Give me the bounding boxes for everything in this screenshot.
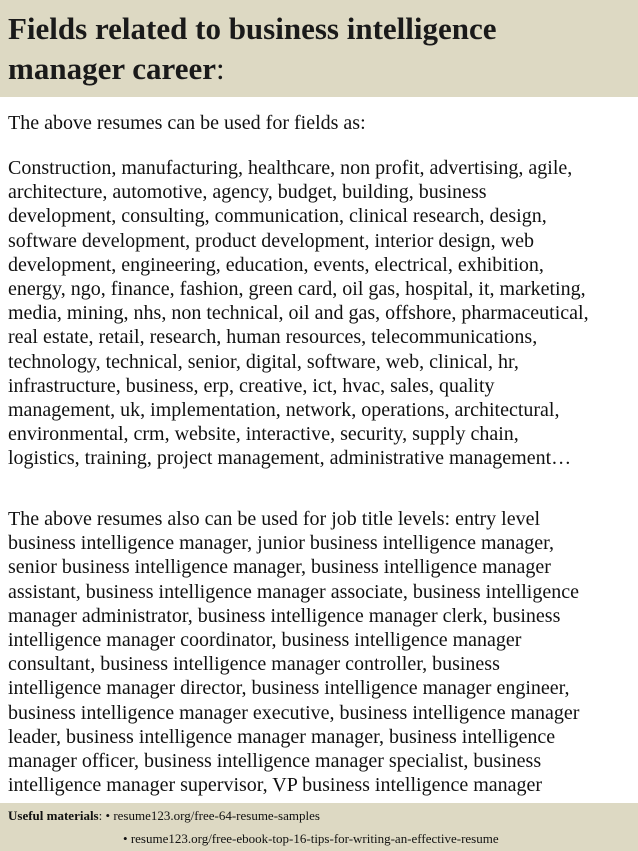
fields-line: real estate, retail, research, human resources, telecommunications,	[8, 326, 538, 349]
fields-line: media, mining, nhs, non technical, oil and gas, offshore, pharmaceutical,	[8, 302, 589, 325]
footer-bar	[0, 803, 638, 851]
fields-line: logistics, training, project management, administrative management…	[8, 447, 572, 470]
page-title	[8, 9, 497, 89]
resume-samples-link[interactable]: resume123.org/free-64-resume-samples	[113, 808, 320, 823]
bullet-icon: •	[123, 831, 128, 846]
label-colon: :	[98, 808, 103, 823]
fields-line: software development, product development, interior design, web	[8, 229, 534, 252]
fields-line: technology, technical, senior, digital, software, web, clinical, hr,	[8, 350, 519, 373]
levels-line: manager administrator, business intelligence manager clerk, business	[8, 604, 561, 627]
useful-materials-label: Useful materials	[8, 808, 99, 823]
title-colon: :	[216, 51, 225, 86]
fields-line: development, engineering, education, events, electrical, exhibition,	[8, 253, 544, 276]
fields-line: management, uk, implementation, network, operations, architectural,	[8, 399, 560, 422]
bullet-icon: •	[105, 808, 111, 823]
footer-row-1	[8, 807, 320, 825]
fields-line: development, consulting, communication, clinical research, design,	[8, 205, 547, 228]
intro-text: The above resumes can be used for fields as:	[8, 112, 366, 134]
fields-line: infrastructure, business, erp, creative, ict, hvac, sales, quality	[8, 374, 495, 397]
levels-line: intelligence manager director, business intelligence manager engineer,	[8, 677, 570, 700]
levels-line: business intelligence manager, junior business intelligence manager,	[8, 532, 555, 555]
fields-paragraph	[8, 156, 636, 471]
levels-line: manager officer, business intelligence manager specialist, business	[8, 750, 542, 773]
slide-header	[0, 0, 638, 97]
levels-line: intelligence manager supervisor, VP business intelligence manager	[8, 774, 543, 797]
fields-line: Construction, manufacturing, healthcare, non profit, advertising, agile,	[8, 157, 573, 179]
levels-line: The above resumes also can be used for job title levels: entry level	[8, 508, 541, 530]
title-line-2: manager career	[8, 51, 217, 86]
levels-line: intelligence manager coordinator, business intelligence manager	[8, 629, 522, 652]
levels-line: leader, business intelligence manager manager, business intelligence	[8, 725, 556, 748]
levels-line: consultant, business intelligence manager controller, business	[8, 653, 500, 676]
levels-line: business intelligence manager executive, business intelligence manager	[8, 701, 580, 724]
levels-line: assistant, business intelligence manager associate, business intelligence	[8, 580, 579, 603]
ebook-tips-link[interactable]: resume123.org/free-ebook-top-16-tips-for-writing-an-effective-resume	[130, 831, 499, 846]
job-levels-paragraph	[8, 507, 636, 803]
footer-row-2	[123, 830, 499, 848]
title-line-1: Fields related to business intelligence	[8, 11, 497, 46]
fields-line: architecture, automotive, agency, budget, building, business	[8, 181, 487, 204]
fields-line: energy, ngo, finance, fashion, green card, oil gas, hospital, it, marketing,	[8, 278, 586, 301]
fields-line: environmental, crm, website, interactive, security, supply chain,	[8, 423, 519, 446]
levels-line: senior business intelligence manager, business intelligence manager	[8, 556, 551, 579]
